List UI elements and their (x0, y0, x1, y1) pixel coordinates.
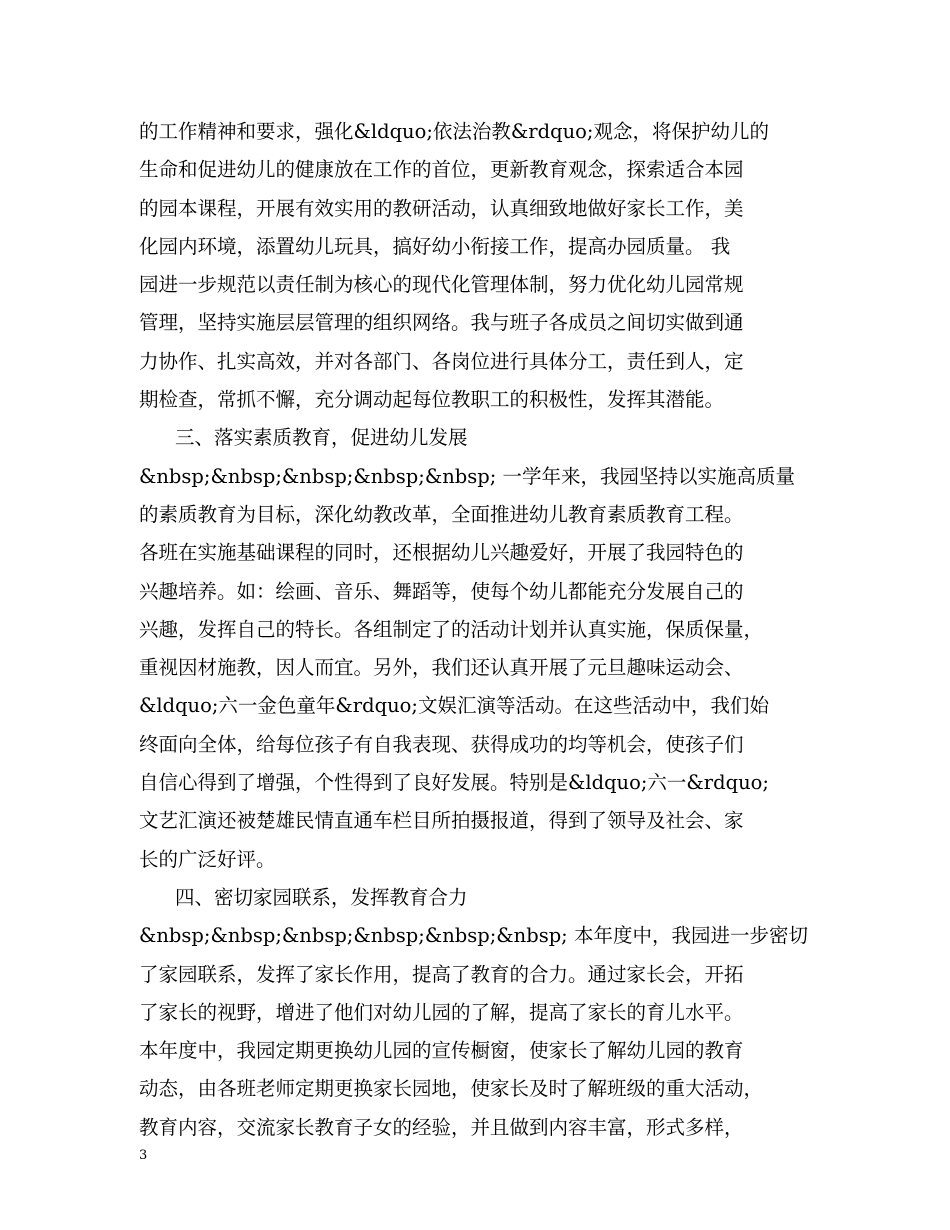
text-line: &nbsp;&nbsp;&nbsp;&nbsp;&nbsp;&nbsp; 本年度中，我园进一步密切 (139, 924, 808, 948)
text-line: &ldquo;六一金色童年&rdquo;文娱汇演等活动。在这些活动中，我们始 (139, 694, 769, 718)
text-line: 动态，由各班老师定期更换家长园地，使家长及时了解班级的重大活动， (139, 1077, 764, 1101)
text-line: 各班在实施基础课程的同时，还根据幼儿兴趣爱好，开展了我园特色的 (139, 541, 744, 565)
text-line: 的园本课程，开展有效实用的教研活动，认真细致地做好家长工作，美 (139, 196, 744, 220)
page-number: 3 (139, 1148, 148, 1163)
text-line: 终面向全体，给每位孩子有自我表现、获得成功的均等机会，使孩子们 (139, 732, 744, 756)
text-line: 重视因材施教，因人而宜。另外，我们还认真开展了元旦趣味运动会、 (139, 656, 744, 680)
text-line: 了家园联系，发挥了家长作用，提高了教育的合力。通过家长会，开拓 (139, 962, 744, 986)
text-line: 兴趣培养。如：绘画、音乐、舞蹈等，使每个幼儿都能充分发展自己的 (139, 579, 744, 603)
text-line: 兴趣，发挥自己的特长。各组制定了的活动计划并认真实施，保质保量， (139, 617, 764, 641)
text-line: &nbsp;&nbsp;&nbsp;&nbsp;&nbsp; 一学年来，我园坚持以实施高质量 (139, 464, 795, 488)
section-heading: 四、密切家园联系，发挥教育合力 (175, 885, 468, 909)
text-line: 教育内容，交流家长教育子女的经验，并且做到内容丰富，形式多样， (139, 1115, 744, 1139)
section-heading: 三、落实素质教育，促进幼儿发展 (175, 426, 468, 450)
body-text (139, 113, 819, 1147)
text-line: 长的广泛好评。 (139, 847, 276, 871)
text-line: 自信心得到了增强，个性得到了良好发展。特别是&ldquo;六一&rdquo; (139, 771, 769, 795)
text-line: 了家长的视野，增进了他们对幼儿园的了解，提高了家长的育儿水平。 (139, 1000, 744, 1024)
text-line: 本年度中，我园定期更换幼儿园的宣传橱窗，使家长了解幼儿园的教育 (139, 1039, 744, 1063)
text-line: 期检查，常抓不懈，充分调动起每位教职工的积极性，发挥其潜能。 (139, 388, 725, 412)
text-line: 文艺汇演还被楚雄民情直通车栏目所拍摄报道，得到了领导及社会、家 (139, 809, 744, 833)
text-line: 园进一步规范以责任制为核心的现代化管理体制，努力优化幼儿园常规 (139, 273, 744, 297)
text-line: 的素质教育为目标，深化幼教改革，全面推进幼儿教育素质教育工程。 (139, 502, 744, 526)
text-line: 的工作精神和要求，强化&ldquo;依法治教&rdquo;观念，将保护幼儿的 (139, 120, 769, 143)
text-line: 化园内环境，添置幼儿玩具，搞好幼小衔接工作，提高办园质量。 我 (139, 234, 731, 258)
text-line: 管理，坚持实施层层管理的组织网络。我与班子各成员之间切实做到通 (139, 311, 744, 335)
text-line: 生命和促进幼儿的健康放在工作的首位，更新教育观念，探索适合本园 (139, 158, 744, 182)
text-line: 力协作、扎实高效，并对各部门、各岗位进行具体分工，责任到人，定 (139, 349, 744, 373)
